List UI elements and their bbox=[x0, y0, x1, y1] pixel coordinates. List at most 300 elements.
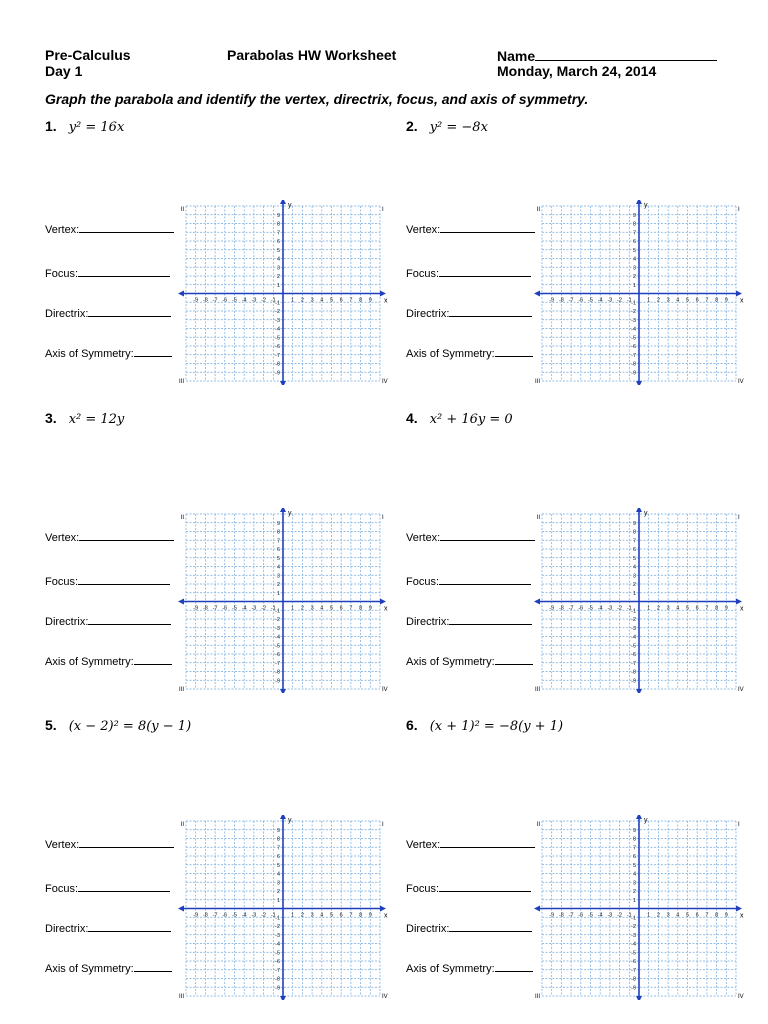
x-tick-label: -7 bbox=[568, 912, 574, 919]
x-tick-label: 7 bbox=[349, 605, 353, 612]
x-tick-label: -2 bbox=[617, 605, 623, 612]
answer-blank[interactable] bbox=[79, 222, 174, 233]
worksheet-title: Parabolas HW Worksheet bbox=[227, 47, 397, 63]
y-tick-label: 6 bbox=[632, 547, 636, 553]
x-tick-label: 6 bbox=[695, 297, 699, 304]
y-tick-label: -4 bbox=[631, 941, 636, 948]
x-tick-label: 9 bbox=[724, 297, 728, 304]
field-label: Axis of Symmetry: bbox=[45, 963, 134, 975]
axis-of-symmetry-field bbox=[406, 961, 533, 975]
y-tick-label: 4 bbox=[632, 256, 636, 263]
answer-blank[interactable] bbox=[78, 266, 170, 277]
field-label: Axis of Symmetry: bbox=[406, 348, 495, 360]
y-tick-label: -5 bbox=[631, 950, 636, 957]
x-axis-arrow bbox=[534, 599, 540, 605]
y-tick-label: 7 bbox=[632, 538, 636, 545]
field-label: Vertex: bbox=[406, 532, 441, 544]
x-tick-label: 4 bbox=[320, 297, 324, 304]
x-tick-label: 6 bbox=[339, 297, 343, 304]
problem-5 bbox=[45, 717, 191, 734]
x-tick-label: 5 bbox=[685, 605, 690, 612]
y-tick-label: 6 bbox=[276, 547, 280, 553]
quadrant-label: I bbox=[382, 207, 384, 213]
x-tick-label: -9 bbox=[549, 912, 555, 919]
field-label: Vertex: bbox=[406, 839, 441, 851]
y-axis-label: y bbox=[288, 817, 292, 824]
y-tick-label: 5 bbox=[632, 555, 636, 562]
quadrant-label: III bbox=[178, 994, 184, 1000]
y-tick-label: 9 bbox=[632, 827, 636, 834]
x-tick-label: -9 bbox=[549, 297, 555, 304]
directrix-field bbox=[406, 306, 532, 320]
answer-blank[interactable] bbox=[88, 306, 171, 317]
answer-blank[interactable] bbox=[78, 574, 170, 585]
y-tick-label: 2 bbox=[632, 274, 636, 280]
x-tick-label: 4 bbox=[676, 297, 680, 304]
y-tick-label: 8 bbox=[276, 529, 280, 536]
x-tick-label: -3 bbox=[607, 297, 613, 304]
answer-blank[interactable] bbox=[439, 881, 531, 892]
focus-field bbox=[45, 266, 170, 280]
x-tick-label: 7 bbox=[705, 297, 709, 304]
answer-blank[interactable] bbox=[78, 881, 170, 892]
directrix-field bbox=[406, 614, 532, 628]
y-axis-arrow bbox=[280, 508, 286, 512]
x-tick-label: -1 bbox=[626, 605, 632, 612]
x-tick-label: -2 bbox=[261, 297, 267, 304]
y-tick-label: 1 bbox=[632, 282, 636, 289]
x-axis-arrow bbox=[736, 906, 742, 912]
problem-equation: y² = −8x bbox=[429, 120, 488, 135]
field-label: Axis of Symmetry: bbox=[406, 656, 495, 668]
field-label: Vertex: bbox=[45, 224, 80, 236]
quadrant-label: II bbox=[180, 207, 184, 213]
x-tick-label: 2 bbox=[300, 297, 304, 304]
y-tick-label: 6 bbox=[632, 239, 636, 245]
coordinate-grid-2 bbox=[534, 200, 744, 385]
answer-blank[interactable] bbox=[88, 614, 171, 625]
directrix-field bbox=[406, 921, 532, 935]
field-label: Focus: bbox=[45, 268, 79, 280]
y-tick-label: 5 bbox=[632, 247, 636, 254]
x-tick-label: -4 bbox=[241, 912, 247, 919]
field-label: Directrix: bbox=[45, 308, 89, 320]
y-tick-label: -2 bbox=[631, 617, 636, 623]
x-tick-label: -7 bbox=[568, 605, 574, 612]
y-tick-label: -1 bbox=[275, 608, 280, 615]
y-tick-label: -3 bbox=[631, 317, 636, 324]
vertex-field bbox=[406, 222, 535, 236]
y-tick-label: -8 bbox=[275, 976, 280, 983]
problem-equation: (x + 1)² = −8(y + 1) bbox=[429, 719, 564, 734]
x-tick-label: -1 bbox=[626, 297, 632, 304]
problem-number: 5. bbox=[45, 717, 57, 733]
x-tick-label: -4 bbox=[597, 605, 603, 612]
y-tick-label: 8 bbox=[632, 529, 636, 536]
x-axis-arrow bbox=[380, 599, 386, 605]
x-tick-label: -2 bbox=[617, 912, 623, 919]
y-tick-label: -7 bbox=[275, 967, 280, 974]
focus-field bbox=[45, 881, 170, 895]
quadrant-label: III bbox=[534, 687, 540, 693]
x-tick-label: 4 bbox=[676, 912, 680, 919]
x-tick-label: 8 bbox=[359, 297, 363, 304]
y-tick-label: -9 bbox=[631, 678, 636, 685]
field-label: Directrix: bbox=[45, 923, 89, 935]
directrix-field bbox=[45, 306, 171, 320]
problem-equation: (x − 2)² = 8(y − 1) bbox=[68, 719, 192, 734]
problem-2 bbox=[406, 118, 488, 135]
y-axis-arrow bbox=[280, 200, 286, 204]
y-tick-label: -9 bbox=[275, 370, 280, 377]
x-tick-label: -6 bbox=[222, 297, 228, 304]
grid-svg bbox=[534, 815, 744, 1000]
y-tick-label: 7 bbox=[276, 230, 280, 237]
answer-blank[interactable] bbox=[449, 306, 532, 317]
answer-blank[interactable] bbox=[440, 837, 535, 848]
x-tick-label: 1 bbox=[647, 297, 651, 304]
y-tick-label: -8 bbox=[275, 361, 280, 368]
y-tick-label: 6 bbox=[632, 854, 636, 860]
x-tick-label: 5 bbox=[329, 605, 334, 612]
y-tick-label: 5 bbox=[276, 862, 280, 869]
x-tick-label: 1 bbox=[647, 605, 651, 612]
y-tick-label: -6 bbox=[275, 344, 280, 350]
x-tick-label: -5 bbox=[588, 605, 593, 612]
date-label: Monday, March 24, 2014 bbox=[497, 63, 657, 79]
x-tick-label: 4 bbox=[676, 605, 680, 612]
y-tick-label: 1 bbox=[276, 897, 280, 904]
x-tick-label: -4 bbox=[241, 605, 247, 612]
y-tick-label: 2 bbox=[276, 274, 280, 280]
y-tick-label: 1 bbox=[276, 590, 280, 597]
x-tick-label: 8 bbox=[715, 912, 719, 919]
quadrant-label: IV bbox=[738, 687, 744, 693]
y-tick-label: -3 bbox=[275, 932, 280, 939]
y-tick-label: 3 bbox=[276, 880, 280, 887]
y-tick-label: -2 bbox=[275, 924, 280, 930]
x-tick-label: -9 bbox=[193, 605, 199, 612]
y-tick-label: 5 bbox=[276, 247, 280, 254]
x-tick-label: -8 bbox=[202, 605, 208, 612]
quadrant-label: I bbox=[738, 822, 740, 828]
problem-number: 2. bbox=[406, 118, 418, 134]
y-tick-label: 3 bbox=[632, 880, 636, 887]
field-label: Focus: bbox=[406, 576, 440, 588]
y-axis-arrow bbox=[280, 689, 286, 693]
x-tick-label: 9 bbox=[724, 912, 728, 919]
axis-of-symmetry-field bbox=[45, 654, 172, 668]
x-tick-label: 3 bbox=[666, 605, 670, 612]
x-tick-label: 3 bbox=[310, 912, 314, 919]
field-label: Vertex: bbox=[45, 532, 80, 544]
y-tick-label: 7 bbox=[276, 845, 280, 852]
y-axis-label: y bbox=[644, 202, 648, 209]
axis-of-symmetry-field bbox=[406, 346, 533, 360]
quadrant-label: III bbox=[178, 687, 184, 693]
answer-blank[interactable] bbox=[495, 346, 533, 357]
problem-4 bbox=[406, 410, 513, 427]
y-tick-label: -4 bbox=[631, 634, 636, 641]
x-axis-label: x bbox=[384, 297, 388, 305]
quadrant-label: IV bbox=[382, 687, 388, 693]
answer-blank[interactable] bbox=[79, 530, 174, 541]
x-tick-label: 5 bbox=[685, 912, 690, 919]
x-tick-label: -4 bbox=[597, 297, 603, 304]
y-tick-label: -4 bbox=[275, 941, 280, 948]
y-tick-label: 7 bbox=[276, 538, 280, 545]
quadrant-label: II bbox=[536, 207, 540, 213]
y-tick-label: 5 bbox=[632, 862, 636, 869]
x-tick-label: -5 bbox=[232, 297, 237, 304]
y-axis-arrow bbox=[280, 996, 286, 1000]
problem-equation: x² + 16y = 0 bbox=[429, 412, 513, 427]
y-tick-label: 8 bbox=[276, 836, 280, 843]
y-tick-label: -1 bbox=[631, 300, 636, 307]
x-tick-label: 9 bbox=[368, 605, 372, 612]
y-tick-label: -7 bbox=[275, 660, 280, 667]
y-tick-label: 9 bbox=[632, 520, 636, 527]
y-axis-label: y bbox=[644, 510, 648, 517]
quadrant-label: III bbox=[534, 994, 540, 1000]
answer-blank[interactable] bbox=[88, 921, 171, 932]
field-label: Focus: bbox=[406, 268, 440, 280]
y-tick-label: 3 bbox=[276, 573, 280, 580]
answer-blank[interactable] bbox=[495, 654, 533, 665]
answer-blank[interactable] bbox=[134, 346, 172, 357]
name-blank[interactable] bbox=[535, 47, 717, 61]
y-tick-label: -7 bbox=[631, 660, 636, 667]
y-tick-label: -8 bbox=[631, 361, 636, 368]
axis-of-symmetry-field bbox=[45, 961, 172, 975]
grid-svg bbox=[178, 200, 388, 385]
answer-blank[interactable] bbox=[449, 614, 532, 625]
field-label: Directrix: bbox=[406, 616, 450, 628]
x-tick-label: -6 bbox=[578, 297, 584, 304]
answer-blank[interactable] bbox=[495, 961, 533, 972]
vertex-field bbox=[406, 530, 535, 544]
problem-equation: x² = 12y bbox=[68, 412, 125, 427]
directrix-field bbox=[45, 921, 171, 935]
y-tick-label: -8 bbox=[275, 669, 280, 676]
x-tick-label: 3 bbox=[310, 605, 314, 612]
x-tick-label: -6 bbox=[578, 605, 584, 612]
y-tick-label: -7 bbox=[631, 967, 636, 974]
x-tick-label: 3 bbox=[666, 297, 670, 304]
field-label: Focus: bbox=[45, 883, 79, 895]
x-tick-label: -2 bbox=[617, 297, 623, 304]
y-tick-label: -6 bbox=[631, 344, 636, 350]
quadrant-label: IV bbox=[382, 379, 388, 385]
x-tick-label: -2 bbox=[261, 605, 267, 612]
quadrant-label: I bbox=[738, 515, 740, 521]
y-axis-arrow bbox=[636, 508, 642, 512]
field-label: Focus: bbox=[406, 883, 440, 895]
y-tick-label: 2 bbox=[632, 889, 636, 895]
x-tick-label: 9 bbox=[368, 297, 372, 304]
x-tick-label: 1 bbox=[291, 912, 295, 919]
axis-of-symmetry-field bbox=[45, 346, 172, 360]
x-tick-label: 8 bbox=[359, 605, 363, 612]
y-tick-label: -1 bbox=[275, 915, 280, 922]
y-tick-label: -2 bbox=[275, 617, 280, 623]
x-tick-label: 5 bbox=[329, 912, 334, 919]
answer-blank[interactable] bbox=[440, 222, 535, 233]
field-label: Axis of Symmetry: bbox=[45, 348, 134, 360]
x-tick-label: -3 bbox=[251, 297, 257, 304]
name-label: Name bbox=[497, 48, 536, 64]
x-axis-label: x bbox=[384, 605, 388, 613]
x-axis-arrow bbox=[736, 599, 742, 605]
y-tick-label: -4 bbox=[631, 326, 636, 333]
y-tick-label: 1 bbox=[276, 282, 280, 289]
y-tick-label: -3 bbox=[631, 932, 636, 939]
answer-blank[interactable] bbox=[440, 530, 535, 541]
x-tick-label: 2 bbox=[300, 605, 304, 612]
y-tick-label: -5 bbox=[275, 643, 280, 650]
x-tick-label: 2 bbox=[656, 912, 660, 919]
x-axis-label: x bbox=[740, 605, 744, 613]
x-tick-label: 5 bbox=[685, 297, 690, 304]
x-tick-label: -4 bbox=[597, 912, 603, 919]
course-label: Pre-Calculus bbox=[45, 47, 131, 63]
field-label: Vertex: bbox=[406, 224, 441, 236]
problem-equation: y² = 16x bbox=[68, 120, 125, 135]
x-tick-label: 4 bbox=[320, 605, 324, 612]
x-tick-label: -3 bbox=[251, 605, 257, 612]
problem-6 bbox=[406, 717, 563, 734]
quadrant-label: II bbox=[536, 822, 540, 828]
x-tick-label: 7 bbox=[705, 605, 709, 612]
x-tick-label: 7 bbox=[349, 912, 353, 919]
y-tick-label: 2 bbox=[276, 889, 280, 895]
grid-svg bbox=[534, 508, 744, 693]
coordinate-grid-5 bbox=[178, 815, 388, 1000]
y-tick-label: -7 bbox=[275, 352, 280, 359]
x-tick-label: -4 bbox=[241, 297, 247, 304]
quadrant-label: III bbox=[534, 379, 540, 385]
x-tick-label: 2 bbox=[656, 605, 660, 612]
problem-number: 4. bbox=[406, 410, 418, 426]
x-tick-label: -3 bbox=[607, 605, 613, 612]
quadrant-label: I bbox=[382, 822, 384, 828]
x-tick-label: 9 bbox=[724, 605, 728, 612]
coordinate-grid-3 bbox=[178, 508, 388, 693]
x-tick-label: 6 bbox=[339, 605, 343, 612]
quadrant-label: I bbox=[382, 515, 384, 521]
y-tick-label: 9 bbox=[276, 212, 280, 219]
y-tick-label: 9 bbox=[276, 827, 280, 834]
y-tick-label: -6 bbox=[275, 652, 280, 658]
axis-of-symmetry-field bbox=[406, 654, 533, 668]
field-label: Directrix: bbox=[406, 923, 450, 935]
focus-field bbox=[406, 266, 531, 280]
x-tick-label: 8 bbox=[715, 297, 719, 304]
y-tick-label: -1 bbox=[631, 915, 636, 922]
y-axis-arrow bbox=[280, 381, 286, 385]
x-tick-label: -6 bbox=[222, 912, 228, 919]
x-axis-arrow bbox=[736, 291, 742, 297]
coordinate-grid-6 bbox=[534, 815, 744, 1000]
x-axis-arrow bbox=[380, 906, 386, 912]
name-field bbox=[497, 47, 717, 64]
field-label: Vertex: bbox=[45, 839, 80, 851]
x-axis-label: x bbox=[384, 912, 388, 920]
y-tick-label: 8 bbox=[632, 221, 636, 228]
x-tick-label: -6 bbox=[222, 605, 228, 612]
y-tick-label: -9 bbox=[275, 678, 280, 685]
x-tick-label: -5 bbox=[588, 912, 593, 919]
x-tick-label: -8 bbox=[202, 297, 208, 304]
x-tick-label: 3 bbox=[310, 297, 314, 304]
directrix-field bbox=[45, 614, 171, 628]
y-tick-label: 3 bbox=[276, 265, 280, 272]
x-axis-arrow bbox=[178, 906, 184, 912]
y-tick-label: -5 bbox=[631, 643, 636, 650]
quadrant-label: II bbox=[180, 822, 184, 828]
y-tick-label: 1 bbox=[632, 897, 636, 904]
x-tick-label: -5 bbox=[232, 912, 237, 919]
x-tick-label: 1 bbox=[291, 605, 295, 612]
x-tick-label: -3 bbox=[251, 912, 257, 919]
x-axis-arrow bbox=[534, 906, 540, 912]
field-label: Focus: bbox=[45, 576, 79, 588]
y-tick-label: 3 bbox=[632, 265, 636, 272]
focus-field bbox=[406, 881, 531, 895]
y-tick-label: 7 bbox=[632, 845, 636, 852]
problem-number: 1. bbox=[45, 118, 57, 134]
y-tick-label: 9 bbox=[276, 520, 280, 527]
answer-blank[interactable] bbox=[134, 654, 172, 665]
x-tick-label: -7 bbox=[212, 297, 218, 304]
x-axis-arrow bbox=[178, 599, 184, 605]
y-tick-label: -3 bbox=[631, 625, 636, 632]
answer-blank[interactable] bbox=[439, 266, 531, 277]
x-tick-label: -8 bbox=[558, 297, 564, 304]
y-tick-label: -6 bbox=[631, 652, 636, 658]
y-tick-label: -6 bbox=[275, 959, 280, 965]
quadrant-label: I bbox=[738, 207, 740, 213]
y-tick-label: 1 bbox=[632, 590, 636, 597]
x-tick-label: 3 bbox=[666, 912, 670, 919]
x-tick-label: -1 bbox=[270, 912, 276, 919]
x-tick-label: 6 bbox=[695, 912, 699, 919]
vertex-field bbox=[45, 837, 174, 851]
x-tick-label: -1 bbox=[270, 297, 276, 304]
answer-blank[interactable] bbox=[134, 961, 172, 972]
quadrant-label: IV bbox=[382, 994, 388, 1000]
answer-blank[interactable] bbox=[439, 574, 531, 585]
y-tick-label: -2 bbox=[631, 309, 636, 315]
vertex-field bbox=[45, 530, 174, 544]
y-tick-label: -4 bbox=[275, 326, 280, 333]
y-tick-label: 8 bbox=[632, 836, 636, 843]
answer-blank[interactable] bbox=[79, 837, 174, 848]
y-tick-label: -6 bbox=[631, 959, 636, 965]
y-tick-label: 4 bbox=[276, 256, 280, 263]
y-tick-label: -9 bbox=[631, 370, 636, 377]
y-tick-label: -5 bbox=[275, 335, 280, 342]
coordinate-grid-1 bbox=[178, 200, 388, 385]
quadrant-label: IV bbox=[738, 994, 744, 1000]
x-tick-label: -9 bbox=[193, 912, 199, 919]
answer-blank[interactable] bbox=[449, 921, 532, 932]
x-axis-label: x bbox=[740, 912, 744, 920]
x-tick-label: 1 bbox=[647, 912, 651, 919]
x-axis-arrow bbox=[534, 291, 540, 297]
x-tick-label: -7 bbox=[212, 605, 218, 612]
y-tick-label: 6 bbox=[276, 854, 280, 860]
